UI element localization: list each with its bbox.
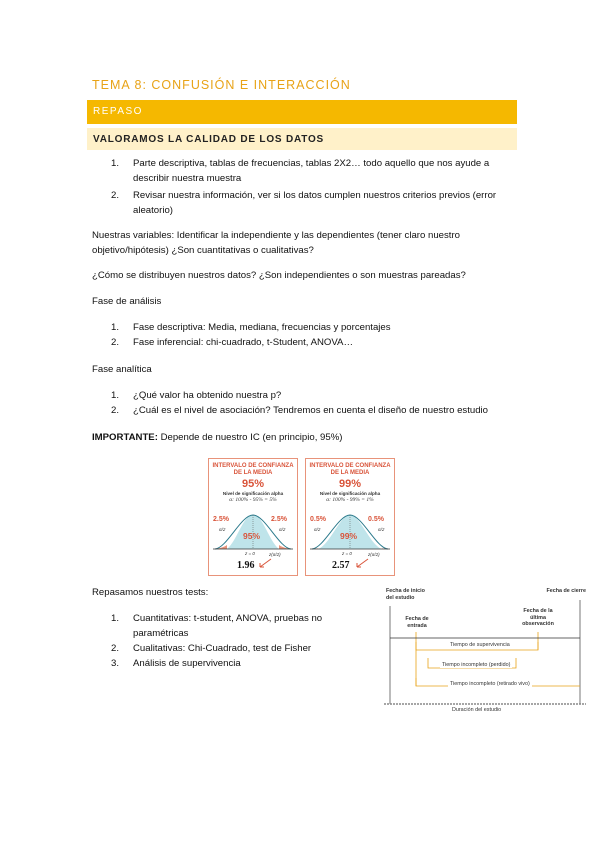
ci-z-alpha-label: z(α/2)	[368, 552, 380, 557]
label-fecha-ultima: Fecha de la última observación	[522, 608, 554, 627]
ci-alpha-title: Nivel de significación alpha	[319, 491, 381, 496]
importante-label: IMPORTANTE:	[92, 432, 158, 443]
section-header-repaso	[87, 100, 517, 124]
paragraph-variables-line2: objetivo/hipótesis) ¿Son cuantitativas o cualitativas?	[92, 245, 314, 256]
ci-center-label: 95%	[243, 531, 261, 541]
ci-heading-line2: DE LA MEDIA	[330, 470, 370, 476]
paragraph-variables	[92, 228, 522, 258]
ci-heading-line1: INTERVALO DE CONFIANZA	[212, 463, 294, 469]
subsection-header-valoramos-label: VALORAMOS LA CALIDAD DE LOS DATOS	[93, 134, 325, 145]
list-number: 1.	[111, 613, 120, 624]
heading-repasamos: Repasamos nuestros tests:	[92, 587, 209, 598]
ci-percent: 99%	[338, 478, 362, 490]
ci-heading-line2: DE LA MEDIA	[233, 470, 273, 476]
list-text: Revisar nuestra información, ver si los datos cumplen nuestros criterios previos (error	[133, 190, 497, 201]
list-item	[111, 656, 361, 671]
survival-diagram	[384, 586, 586, 716]
ci-z-zero: z = 0	[245, 551, 255, 556]
label-duracion: Duración del estudio	[452, 707, 502, 713]
list-number: 2.	[111, 643, 120, 654]
label-tiempo-vivo: Tiempo incompleto (retirado vivo)	[450, 681, 530, 687]
arrow-icon	[354, 557, 370, 569]
ci-left-tail-label: 0.5%	[310, 516, 326, 523]
label-fecha-entrada: Fecha de entrada	[405, 616, 429, 629]
ci-figure-99	[305, 458, 395, 576]
list-item	[111, 611, 361, 641]
list-text: Cuantitativas: t-student, ANOVA, pruebas no	[133, 613, 323, 624]
ci-right-alpha-half: α/2	[378, 527, 385, 532]
list-number: 1.	[111, 322, 120, 333]
ci-right-tail-label: 0.5%	[368, 516, 384, 523]
ci-right-tail-label: 2.5%	[271, 516, 287, 523]
subsection-header-valoramos	[87, 128, 517, 150]
list-number: 2.	[111, 337, 120, 348]
importante-text: Depende de nuestro IC (en principio, 95%)	[157, 432, 343, 443]
list-item	[111, 156, 521, 186]
quality-list	[111, 156, 521, 218]
ci-z-value: 1.96	[237, 560, 255, 571]
ci-center-label: 99%	[340, 531, 358, 541]
ci-heading-line1: INTERVALO DE CONFIANZA	[309, 463, 391, 469]
list-text-cont: paramétricas	[133, 628, 189, 639]
list-text: Parte descriptiva, tablas de frecuencias, tablas 2X2… todo aquello que nos ayude a	[133, 158, 490, 169]
label-tiempo-perdido: Tiempo incompleto (perdido)	[442, 662, 511, 668]
ci-z-value: 2.57	[332, 560, 350, 571]
ci-z-alpha-label: z(α/2)	[269, 552, 281, 557]
list-text: ¿Qué valor ha obtenido nuestra p?	[133, 390, 282, 401]
heading-fase-analisis: Fase de análisis	[92, 296, 162, 307]
ci-left-alpha-half: α/2	[314, 527, 321, 532]
ci-z-zero: z = 0	[342, 551, 352, 556]
analysis-list	[111, 320, 521, 350]
ci-right-alpha-half: α/2	[279, 527, 286, 532]
paragraph-importante	[92, 430, 342, 445]
label-fecha-inicio: Fecha de inicio del estudio	[386, 588, 425, 601]
list-number: 2.	[111, 190, 120, 201]
ci-left-alpha-half: α/2	[219, 527, 226, 532]
list-text: Fase inferencial: chi-cuadrado, t-Student, ANOVA…	[133, 337, 354, 348]
paragraph-distribution: ¿Cómo se distribuyen nuestros datos? ¿Son independientes o son muestras pareadas?	[92, 270, 466, 281]
list-number: 2.	[111, 405, 120, 416]
list-number: 1.	[111, 158, 120, 169]
list-number: 1.	[111, 390, 120, 401]
ci-percent: 95%	[241, 478, 265, 490]
list-text: Cualitativas: Chi-Cuadrado, test de Fisher	[133, 643, 312, 654]
ci-alpha-formula: α: 100% - 95% = 5%	[229, 497, 277, 503]
analytic-list	[111, 388, 531, 418]
list-text: ¿Cuál es el nivel de asociación? Tendremos en cuenta el diseño de nuestro estudio	[133, 405, 489, 416]
list-item	[111, 403, 531, 418]
list-text: Análisis de supervivencia	[133, 658, 241, 669]
tests-list	[111, 611, 361, 671]
list-text-cont: describir nuestra muestra	[133, 173, 242, 184]
list-item	[111, 320, 521, 335]
list-text: Fase descriptiva: Media, mediana, frecuencias y porcentajes	[133, 322, 391, 333]
ci-alpha-title: Nivel de significación alpha	[222, 491, 284, 496]
label-fecha-cierre: Fecha de cierre	[546, 588, 586, 594]
list-item	[111, 188, 521, 218]
list-item	[111, 388, 531, 403]
ci-heading	[306, 463, 394, 477]
arrow-icon	[257, 557, 273, 569]
ci-left-tail-label: 2.5%	[213, 516, 229, 523]
ci-figure-95	[208, 458, 298, 576]
survival-diagram-lines	[384, 586, 586, 716]
list-number: 3.	[111, 658, 120, 669]
page-title: TEMA 8: CONFUSIÓN E INTERACCIÓN	[92, 78, 351, 92]
ci-heading	[209, 463, 297, 477]
ci-alpha-formula: α: 100% - 99% = 1%	[326, 497, 374, 503]
heading-fase-analitica: Fase analítica	[92, 364, 152, 375]
list-item	[111, 641, 361, 656]
list-text-cont: aleatorio)	[133, 205, 173, 216]
label-tiempo-supervivencia: Tiempo de supervivencia	[450, 642, 510, 648]
section-header-repaso-label: REPASO	[93, 106, 143, 117]
paragraph-variables-line1: Nuestras variables: Identificar la independiente y las dependientes (tener claro nuestro	[92, 230, 460, 241]
list-item	[111, 335, 521, 350]
